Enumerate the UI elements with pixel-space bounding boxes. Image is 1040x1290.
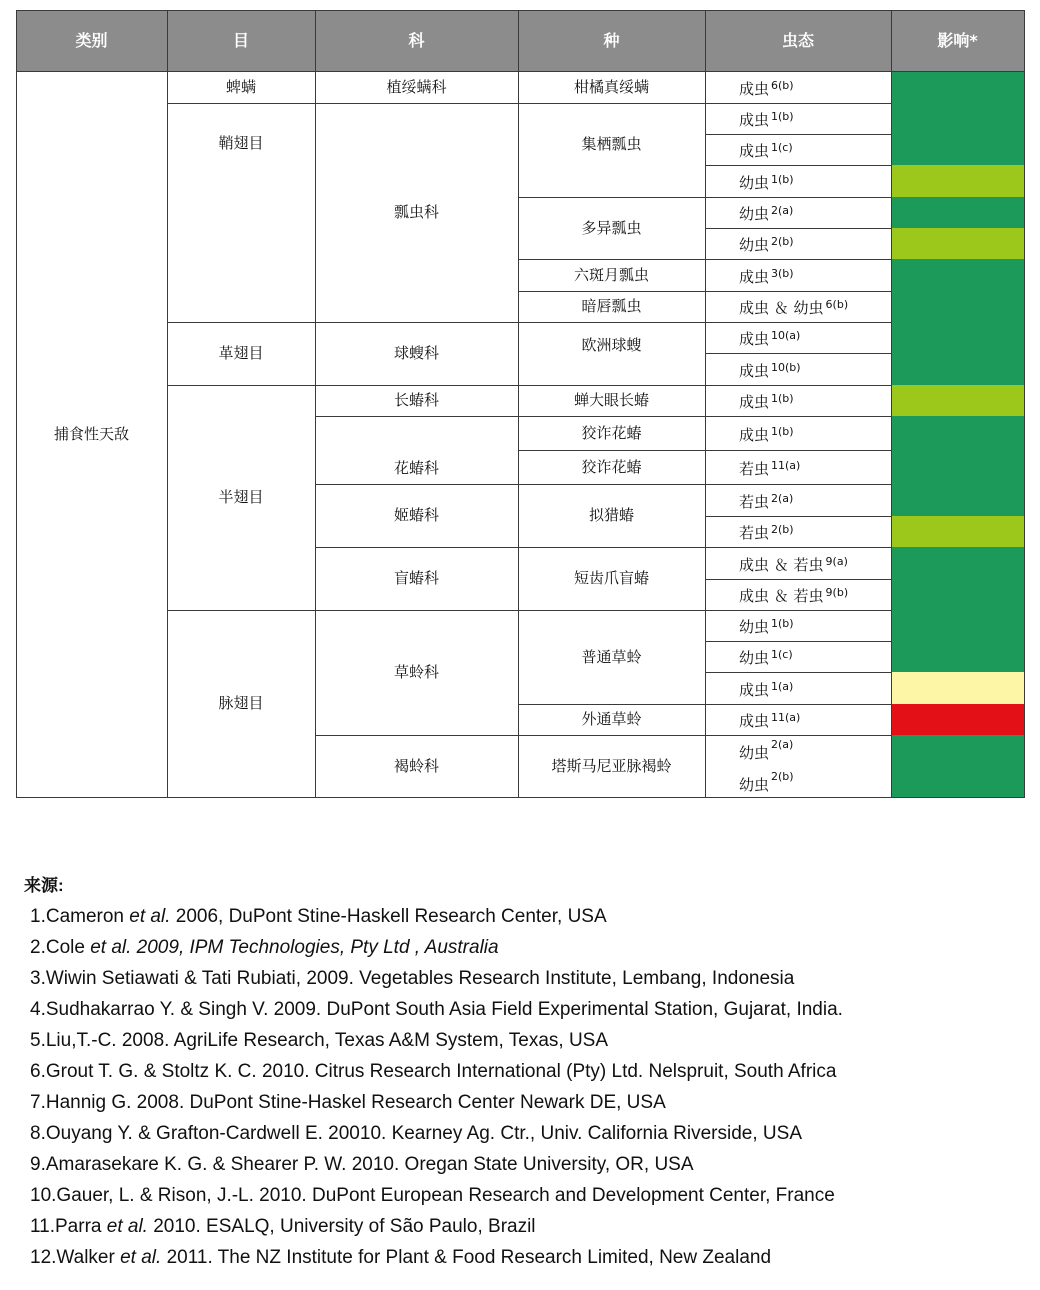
grid-line xyxy=(705,579,891,580)
grid-line xyxy=(705,228,891,229)
reference-item xyxy=(24,1118,843,1149)
species-cell: 狡诈花蝽 xyxy=(581,457,642,476)
reference-text: 3.Wiwin Setiawati & Tati Rubiati, 2009. Vegetables Research Institute, Lembang, Indonesia xyxy=(30,968,795,989)
species-cell: 短齿爪盲蝽 xyxy=(573,569,649,587)
impact-cell xyxy=(891,134,1024,165)
order-cell: 革翅目 xyxy=(218,344,264,362)
reference-item xyxy=(24,1242,843,1273)
stage-cell: 成虫 $^{1(c)}$ xyxy=(739,141,793,160)
grid-line xyxy=(518,704,891,705)
stage-cell: 成虫 $^{3(b)}$ xyxy=(739,266,794,286)
reference-item xyxy=(24,901,843,932)
reference-list xyxy=(24,901,843,1273)
species-cell: 集栖瓢虫 xyxy=(581,135,642,153)
family-cell: 草蛉科 xyxy=(393,663,439,681)
impact-cell xyxy=(891,547,1024,579)
impact-cell xyxy=(891,450,1024,484)
reference-italic: et al. 2009, IPM Technologies, Pty Ltd , Australia xyxy=(90,937,499,958)
grid-line xyxy=(315,547,891,548)
stage-cell: 成虫 $^{1(b)}$ xyxy=(739,110,794,129)
impact-cell xyxy=(891,516,1024,547)
species-cell: 蝉大眼长蝽 xyxy=(573,391,649,409)
reference-italic: et al. xyxy=(120,1247,162,1268)
family-cell: 瓢虫科 xyxy=(393,203,439,221)
grid-line xyxy=(705,165,891,166)
species-cell: 塔斯马尼亚脉褐蛉 xyxy=(551,756,672,775)
grid-line xyxy=(16,797,1024,798)
grid-line xyxy=(705,516,891,517)
sources-section xyxy=(24,872,843,1273)
stage-cell: 成虫 $^{6(b)}$ xyxy=(739,78,794,98)
species-cell: 暗唇瓢虫 xyxy=(581,297,642,315)
grid-line xyxy=(518,450,891,451)
impact-cell xyxy=(891,484,1024,516)
grid-line xyxy=(518,291,891,292)
order-cell: 蜱螨 xyxy=(225,77,256,96)
grid-line xyxy=(1024,10,1025,798)
reference-text: 9.Amarasekare K. G. & Shearer P. W. 2010. Oregan State University, OR, USA xyxy=(30,1154,694,1175)
reference-item xyxy=(24,932,843,963)
family-cell: 球螋科 xyxy=(393,344,439,362)
grid-line xyxy=(705,10,706,797)
reference-text: 12.Walker xyxy=(30,1247,121,1268)
reference-item xyxy=(24,1180,843,1211)
stage-cell: 成虫 $^{1(b)}$ xyxy=(739,392,794,411)
impact-cell xyxy=(891,228,1024,259)
stage-cell xyxy=(705,735,891,797)
reference-text: 8.Ouyang Y. & Grafton-Cardwell E. 20010. Kearney Ag. Ctr., Univ. California Riverside, USA xyxy=(30,1123,802,1144)
column-header: 目 xyxy=(167,10,315,71)
grid-line xyxy=(891,10,892,797)
stage-cell: 成虫 ＆ 幼虫 $^{6(b)}$ xyxy=(739,298,849,317)
reference-item xyxy=(24,1211,843,1242)
stage-cell: 幼虫 $^{1(b)}$ xyxy=(739,617,794,636)
grid-line xyxy=(167,103,891,104)
column-header: 科 xyxy=(315,10,518,71)
impact-cell xyxy=(891,353,1024,385)
order-cell: 脉翅目 xyxy=(218,694,264,712)
reference-text: 7.Hannig G. 2008. DuPont Stine-Haskel Research Center Newark DE, USA xyxy=(30,1092,666,1113)
impact-cell xyxy=(891,291,1024,322)
reference-item xyxy=(24,1149,843,1180)
species-cell: 六斑月瓢虫 xyxy=(573,265,649,284)
species-cell: 外通草蛉 xyxy=(581,710,642,728)
grid-line xyxy=(518,197,891,198)
family-cell: 盲蝽科 xyxy=(393,569,439,587)
species-cell: 狡诈花蝽 xyxy=(581,423,642,442)
family-cell: 植绥螨科 xyxy=(386,77,447,96)
impact-cell xyxy=(891,672,1024,704)
family-cell: 姬蝽科 xyxy=(393,506,439,524)
grid-line xyxy=(315,416,891,417)
grid-line xyxy=(518,10,519,797)
order-cell: 半翅目 xyxy=(218,488,264,506)
sources-title: 来源: xyxy=(24,876,64,895)
impact-cell xyxy=(891,735,1024,797)
stage-cell: 成虫 ＆ 若虫 $^{9(a)}$ xyxy=(739,554,848,574)
grid-line xyxy=(315,10,316,797)
stage-cell: 若虫 $^{2(b)}$ xyxy=(739,523,794,542)
column-header: 种 xyxy=(518,10,705,71)
impact-cell xyxy=(891,704,1024,735)
impact-cell xyxy=(891,71,1024,103)
reference-item xyxy=(24,1025,843,1056)
impact-cell xyxy=(891,103,1024,134)
grid-line xyxy=(167,610,891,611)
species-cell: 欧洲球螋 xyxy=(581,336,642,354)
species-cell: 拟猎蝽 xyxy=(588,506,634,524)
category-cell: 捕食性天敌 xyxy=(53,424,129,443)
reference-item xyxy=(24,963,843,994)
stage-cell: 成虫 $^{10(b)}$ xyxy=(739,360,801,380)
impact-cell xyxy=(891,579,1024,610)
reference-text: 2.Cole xyxy=(30,937,91,958)
family-cell: 长蝽科 xyxy=(393,391,439,409)
impact-cell xyxy=(891,610,1024,641)
column-header: 影响* xyxy=(891,10,1024,71)
column-header: 虫态 xyxy=(705,10,891,71)
impact-cell xyxy=(891,259,1024,291)
grid-line xyxy=(167,10,168,797)
grid-line xyxy=(705,134,891,135)
species-cell: 多异瓢虫 xyxy=(581,218,642,237)
stage-cell: 成虫 ＆ 若虫 $^{9(b)}$ xyxy=(739,586,849,605)
grid-line xyxy=(315,735,891,736)
stage-cell: 幼虫 $^{2(b)}$ xyxy=(739,235,794,254)
impact-cell xyxy=(891,416,1024,450)
reference-text: 2010. ESALQ, University of São Paulo, Brazil xyxy=(147,1216,536,1237)
grid-line xyxy=(705,641,891,642)
stage-cell: 成虫 $^{1(a)}$ xyxy=(739,679,794,699)
family-cell: 花蝽科 xyxy=(393,459,439,477)
grid-line xyxy=(518,259,891,260)
reference-text: 4.Sudhakarrao Y. & Singh V. 2009. DuPont South Asia Field Experimental Station, Gujarat, India. xyxy=(30,999,843,1020)
grid-line xyxy=(167,385,891,386)
stage-cell: 若虫 $^{11(a)}$ xyxy=(739,458,801,478)
stage-cell: 成虫 $^{1(b)}$ xyxy=(739,424,794,444)
reference-item xyxy=(24,994,843,1025)
stage-cell: 幼虫 $^{1(b)}$ xyxy=(739,172,794,192)
stage-cell: 成虫 $^{11(a)}$ xyxy=(739,711,801,730)
reference-italic: et al. xyxy=(129,906,171,927)
species-cell: 柑橘真绥螨 xyxy=(573,77,649,96)
impact-cell xyxy=(891,165,1024,197)
reference-text: 2011. The NZ Institute for Plant & Food Research Limited, New Zealand xyxy=(161,1247,772,1268)
reference-item xyxy=(24,1087,843,1118)
order-cell: 鞘翅目 xyxy=(218,134,264,152)
grid-line xyxy=(705,353,891,354)
stage-cell: 成虫 $^{10(a)}$ xyxy=(739,329,801,348)
reference-text: 5.Liu,T.-C. 2008. AgriLife Research, Texas A&M System, Texas, USA xyxy=(30,1030,609,1051)
grid-line xyxy=(16,10,17,797)
grid-line xyxy=(315,484,891,485)
stage-text: 幼虫 $^{2(b)}$ xyxy=(739,770,794,794)
grid-line xyxy=(167,322,891,323)
reference-text: 11.Parra xyxy=(30,1216,107,1237)
grid-line xyxy=(705,672,891,673)
impact-cell xyxy=(891,322,1024,353)
reference-text: 1.Cameron xyxy=(30,906,130,927)
impact-cell xyxy=(891,197,1024,228)
stage-text: 幼虫 $^{2(a)}$ xyxy=(739,738,794,762)
column-header: 类别 xyxy=(16,10,167,71)
family-cell: 褐蛉科 xyxy=(393,756,439,775)
reference-text: 6.Grout T. G. & Stoltz K. C. 2010. Citrus Research International (Pty) Ltd. Nelspruit, South Africa xyxy=(30,1061,837,1082)
reference-item xyxy=(24,1056,843,1087)
stage-cell: 若虫 $^{2(a)}$ xyxy=(739,491,794,511)
stage-cell: 幼虫 $^{2(a)}$ xyxy=(739,204,794,223)
stage-cell: 幼虫 $^{1(c)}$ xyxy=(739,648,793,667)
impact-cell xyxy=(891,385,1024,416)
species-cell: 普通草蛉 xyxy=(581,647,642,666)
impact-cell xyxy=(891,641,1024,672)
reference-text: 10.Gauer, L. & Rison, J.-L. 2010. DuPont European Research and Development Center, France xyxy=(30,1185,835,1206)
reference-italic: et al. xyxy=(106,1216,148,1237)
reference-text: 2006, DuPont Stine-Haskell Research Center, USA xyxy=(170,906,607,927)
